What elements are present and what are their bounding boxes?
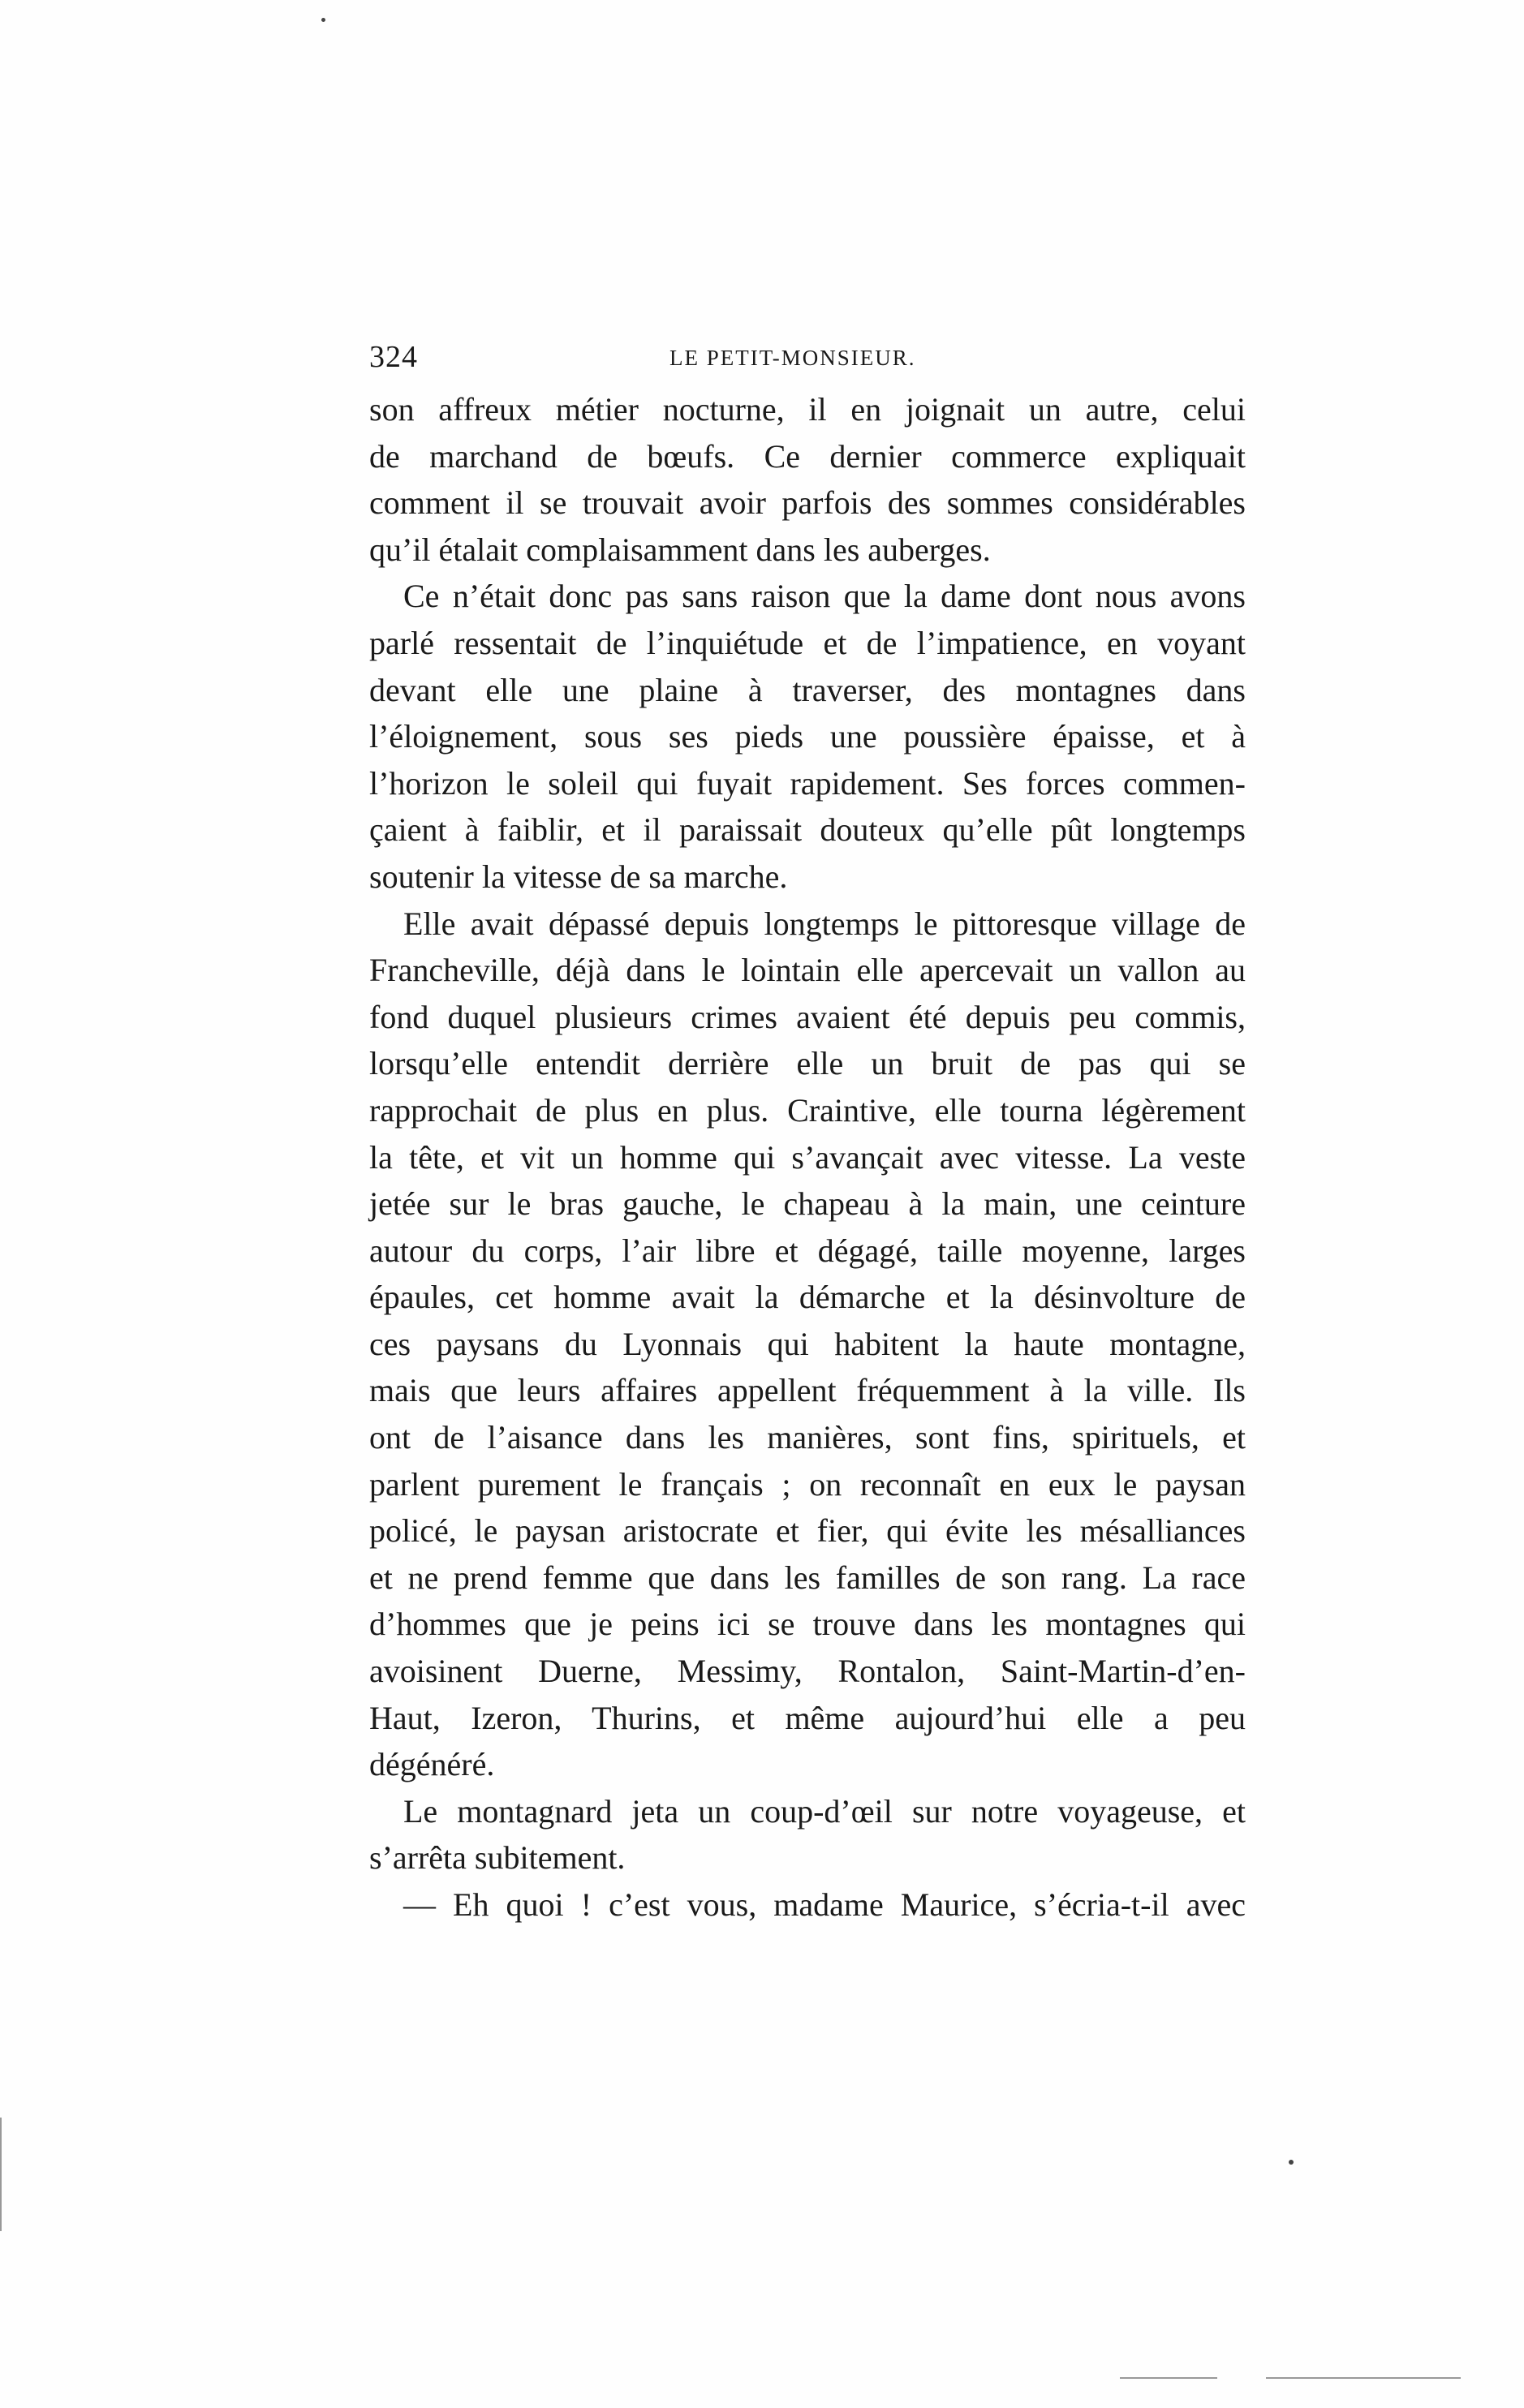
text-line: Le montagnard jeta un coup-d’œil sur notre voyageuse, et [403, 1792, 1246, 1830]
text-line: lorsqu’elle entendit derrière elle un bruit de pas qui se [369, 1045, 1246, 1082]
text-line: avoisinent Duerne, Messimy, Rontalon, Saint-Martin-d’en- [369, 1653, 1246, 1690]
scan-edge-mark [0, 2118, 2, 2231]
text-line: qu’il étalait complaisamment dans les auberges. [369, 531, 991, 568]
text-line: çaient à faiblir, et il paraissait douteux qu’elle pût longtemps [369, 811, 1246, 849]
text-line: épaules, cet homme avait la démarche et la désinvolture de [369, 1279, 1246, 1316]
text-line: son affreux métier nocturne, il en joignait un autre, celui [369, 391, 1246, 428]
scan-edge-mark [1266, 2377, 1461, 2379]
page-header [369, 339, 1246, 388]
text-line: Elle avait dépassé depuis longtemps le pittoresque village de [403, 905, 1246, 942]
text-line: parlent purement le français ; on reconnaît en eux le paysan [369, 1465, 1246, 1503]
text-line: d’hommes que je peins ici se trouve dans les montagnes qui [369, 1606, 1246, 1643]
text-line: ces paysans du Lyonnais qui habitent la haute montagne, [369, 1325, 1246, 1362]
text-line: s’arrêta subitement. [369, 1839, 626, 1877]
text-line: parlé ressentait de l’inquiétude et de l’impatience, en voyant [369, 624, 1246, 661]
text-line: Ce n’était donc pas sans raison que la dame dont nous avons [403, 578, 1246, 615]
text-line: rapprochait de plus en plus. Craintive, elle tourna légèrement [369, 1091, 1246, 1129]
text-line: mais que leurs affaires appellent fréquemment à la ville. Ils [369, 1372, 1246, 1409]
text-line: devant elle une plaine à traverser, des montagnes dans [369, 671, 1246, 708]
text-line: — Eh quoi ! c’est vous, madame Maurice, s’écria-t-il avec [403, 1886, 1246, 1923]
text-line: ont de l’aisance dans les manières, sont fins, spirituels, et [369, 1419, 1246, 1456]
text-line: jetée sur le bras gauche, le chapeau à la main, une ceinture [369, 1185, 1246, 1223]
text-line: la tête, et vit un homme qui s’avançait avec vitesse. La veste [369, 1138, 1246, 1176]
text-line: soutenir la vitesse de sa marche. [369, 858, 788, 895]
ink-speck [321, 18, 325, 22]
body-text [369, 386, 1246, 1929]
scan-edge-mark [1120, 2377, 1217, 2379]
text-line: et ne prend femme que dans les familles de son rang. La race [369, 1559, 1246, 1596]
text-line: fond duquel plusieurs crimes avaient été depuis peu commis, [369, 998, 1246, 1035]
text-line: Haut, Izeron, Thurins, et même aujourd’hui elle a peu [369, 1699, 1246, 1736]
text-line: dégénéré. [369, 1746, 495, 1783]
text-line: policé, le paysan aristocrate et fier, qui évite les mésalliances [369, 1512, 1246, 1550]
text-line: autour du corps, l’air libre et dégagé, taille moyenne, larges [369, 1232, 1246, 1269]
text-line: comment il se trouvait avoir parfois des sommes considérables [369, 484, 1246, 522]
text-line: l’éloignement, sous ses pieds une poussière épaisse, et à [369, 718, 1246, 755]
ink-speck [1289, 2160, 1294, 2165]
text-line: de marchand de bœufs. Ce dernier commerce expliquait [369, 437, 1246, 475]
page-number: 324 [369, 340, 418, 374]
text-line: Francheville, déjà dans le lointain elle apercevait un vallon au [369, 952, 1246, 989]
running-title: LE PETIT-MONSIEUR. [669, 346, 916, 370]
text-line: l’horizon le soleil qui fuyait rapidement. Ses forces commen- [369, 764, 1246, 802]
